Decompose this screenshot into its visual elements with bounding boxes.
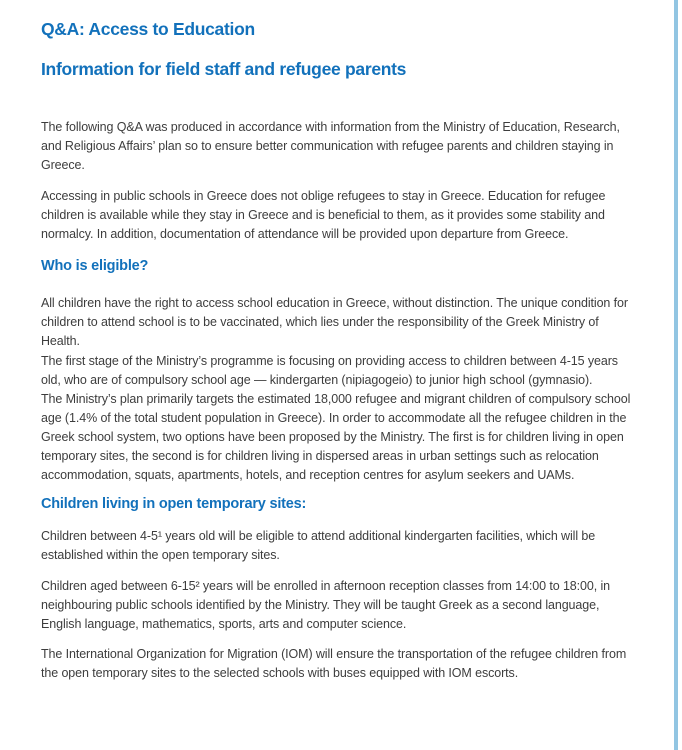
intro-paragraph-2: Accessing in public schools in Greece does not oblige refugees to stay in Greece. Education for refugee children is available while they stay in Greece and is beneficial to them, as it provides some stability and normalcy. In addition, documentation of attendance will be provided upon departure from Greece. [41,189,606,241]
section-heading-open-temporary-sites: Children living in open temporary sites: [41,496,307,512]
eligibility-paragraph-1: All children have the right to access school education in Greece, without distinction. The unique condition for children to attend school is to be vaccinated, which lies under the responsibility of the Greek Ministry of Health. [41,296,628,348]
sites-paragraph-3: The International Organization for Migration (IOM) will ensure the transportation of the refugee children from the open temporary sites to the selected schools with buses equipped with IOM escorts. [41,647,627,680]
eligibility-paragraph-2: The first stage of the Ministry’s programme is focusing on providing access to children between 4-15 years old, who are of compulsory school age — kindergarten (nipiagogeio) to junior high school (gymnasio). [41,354,618,387]
doc-title: Q&A: Access to Education [41,19,255,39]
section-heading-who-is-eligible: Who is eligible? [41,258,149,274]
page-right-border [674,0,678,750]
sites-paragraph-2: Children aged between 6-15² years will be enrolled in afternoon reception classes from 14:00 to 18:00, in neighbouring public schools identified by the Ministry. They will be taught Greek as a second language, English language, mathematics, sports, arts and computer science. [41,579,611,631]
intro-paragraph-1: The following Q&A was produced in accordance with information from the Ministry of Education, Research, and Religious Affairs’ plan so to ensure better communication with refugee parents and children staying in Greece. [41,120,620,172]
eligibility-paragraph-3: The Ministry’s plan primarily targets the estimated 18,000 refugee and migrant children of compulsory school age (1.4% of the total student population in Greece). In order to accommodate all the refugee children in the Greek school system, two options have been proposed by the Ministry. The first is for children living in open temporary sites, the second is for children living in dispersed areas in urban settings such as relocation accommodation, squats, apartments, hotels, and reception centres for asylum seekers and UAMs. [41,392,631,482]
sites-paragraph-1: Children between 4-5¹ years old will be eligible to attend additional kindergarten facilities, which will be established within the open temporary sites. [41,529,596,562]
doc-subtitle: Information for field staff and refugee parents [41,59,407,79]
